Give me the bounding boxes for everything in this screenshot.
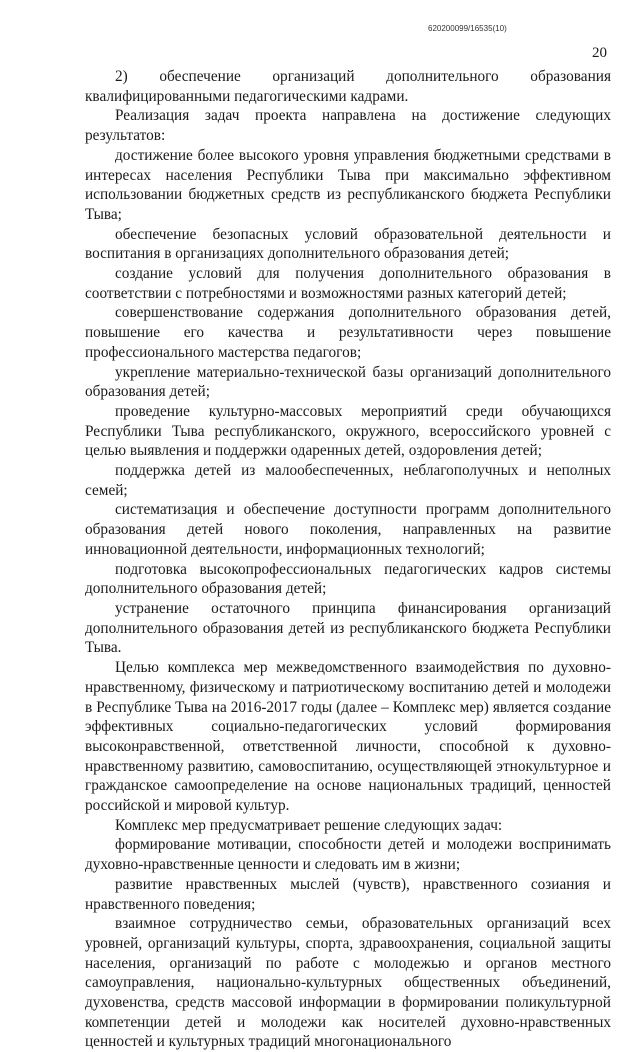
paragraph: формирование мотивации, способности детей и молодежи воспринимать духовно-нравственные ценности и следовать им в жизни; — [85, 836, 611, 874]
paragraph: 2) обеспечение организаций дополнительного образования квалифицированными педагогическими кадрами. — [85, 68, 611, 105]
paragraph: достижение более высокого уровня управления бюджетными средствами в интересах населения Республики Тыва при максимально эффективном использовании бюджетных средств из республиканского бюджета Республики Тыва; — [85, 146, 611, 223]
paragraph: Реализация задач проекта направлена на достижение следующих результатов: — [85, 107, 611, 145]
paragraph: Комплекс мер предусматривает решение следующих задач: — [115, 816, 503, 834]
page-number: 20 — [592, 45, 607, 61]
paragraph: поддержка детей из малообеспеченных, неблагополучных и неполных семей; — [85, 462, 611, 499]
paragraph: обеспечение безопасных условий образовательной деятельности и воспитания в организациях дополнительного образования детей; — [85, 225, 611, 263]
paragraph: создание условий для получения дополнительного образования в соответствии с потребностями и возможностями разных категорий детей; — [85, 265, 611, 302]
paragraph: подготовка высокопрофессиональных педагогических кадров системы дополнительного образования детей; — [85, 560, 611, 598]
paragraph: укрепление материально-технической базы организаций дополнительного образования детей; — [85, 363, 611, 401]
body-text — [85, 67, 611, 1052]
paragraph: проведение культурно-массовых мероприятий среди обучающихся Республики Тыва республиканского, окружного, всероссийского уровней с целью выявления и поддержки одаренных детей, оздоровления детей; — [85, 402, 611, 460]
paragraph: Целью комплекса мер межведомственного взаимодействия по духовно-нравственному, физическому и патриотическому воспитанию детей и молодежи в Республике Тыва на 2016-2017 годы (далее – Комплекс мер) является создание эффективных социально-педагогических условий формирования высоконравственной, ответственной личности, способной к духовно-нравственному развитию, самовоспитанию, осуществляющей этнокультурное и гражданское самоопределение на основе национальных традиций, ценностей российской и мировой культур. — [85, 659, 611, 815]
paragraph: развитие нравственных мыслей (чувств), нравственного созиания и нравственного поведения; — [85, 875, 611, 913]
paragraph: устранение остаточного принципа финансирования организаций дополнительного образования детей из республиканского бюджета Республики Тыва. — [85, 599, 611, 657]
paragraph: взаимное сотрудничество семьи, образовательных организаций всех уровней, организаций культуры, спорта, здравоохранения, социальной защиты населения, организаций по работе с молодежью и органов местного самоуправления, национально-культурных общественных объединений, духовенства, средств массовой информации в формировании поликультурной компетенции детей и молодежи как носителей духовно-нравственных ценностей и культурных традиций многонационального — [85, 915, 611, 1051]
paragraph: систематизация и обеспечение доступности программ дополнительного образования детей нового поколения, направленных на развитие инновационной деятельности, информационных технологий; — [85, 501, 611, 558]
document-code: 620200099/16535(10) — [428, 24, 507, 33]
paragraph: совершенствование содержания дополнительного образования детей, повышение его качества и результативности через повышение профессионального мастерства педагогов; — [85, 304, 611, 361]
